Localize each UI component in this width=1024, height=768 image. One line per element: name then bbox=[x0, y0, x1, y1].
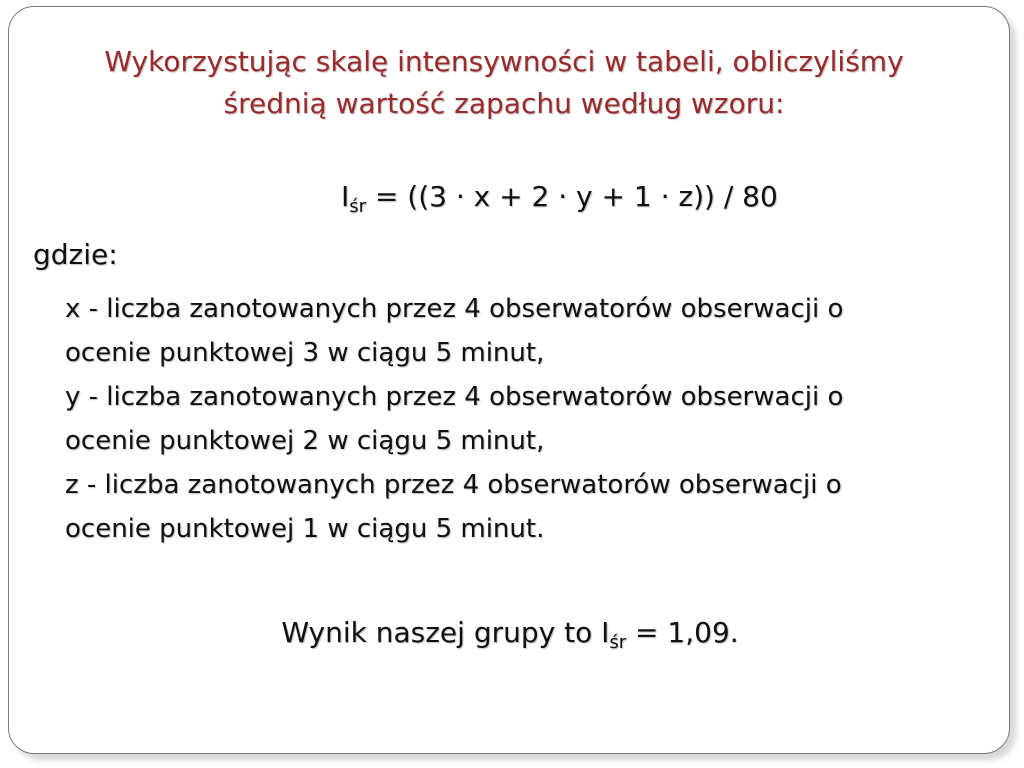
result-prefix: Wynik naszej grupy to I bbox=[281, 616, 610, 649]
result bbox=[9, 611, 1010, 655]
slide bbox=[8, 6, 1010, 754]
definitions bbox=[65, 287, 991, 551]
definition-line: ocenie punktowej 2 w ciągu 5 minut, bbox=[65, 426, 545, 456]
formula-subscript: śr bbox=[349, 196, 367, 217]
definition-line: x - liczba zanotowanych przez 4 obserwatorów obserwacji o bbox=[65, 294, 844, 324]
result-subscript: śr bbox=[609, 632, 627, 653]
where-label: gdzie: bbox=[33, 238, 118, 271]
definition-line: ocenie punktowej 3 w ciągu 5 minut, bbox=[65, 338, 545, 368]
definition-line: ocenie punktowej 1 w ciągu 5 minut. bbox=[65, 514, 545, 544]
slide-title bbox=[29, 41, 979, 125]
formula-expression: = ((3 · x + 2 · y + 1 · z)) / 80 bbox=[366, 180, 778, 213]
title-line-2: średnią wartość zapachu według wzoru: bbox=[223, 87, 785, 120]
result-suffix: = 1,09. bbox=[626, 616, 739, 649]
formula bbox=[341, 177, 778, 217]
formula-symbol: I bbox=[341, 180, 350, 213]
definition-line: y - liczba zanotowanych przez 4 obserwatorów obserwacji o bbox=[65, 382, 844, 412]
title-line-1: Wykorzystując skalę intensywności w tabeli, obliczyliśmy bbox=[104, 45, 904, 78]
definition-line: z - liczba zanotowanych przez 4 obserwatorów obserwacji o bbox=[65, 470, 842, 500]
